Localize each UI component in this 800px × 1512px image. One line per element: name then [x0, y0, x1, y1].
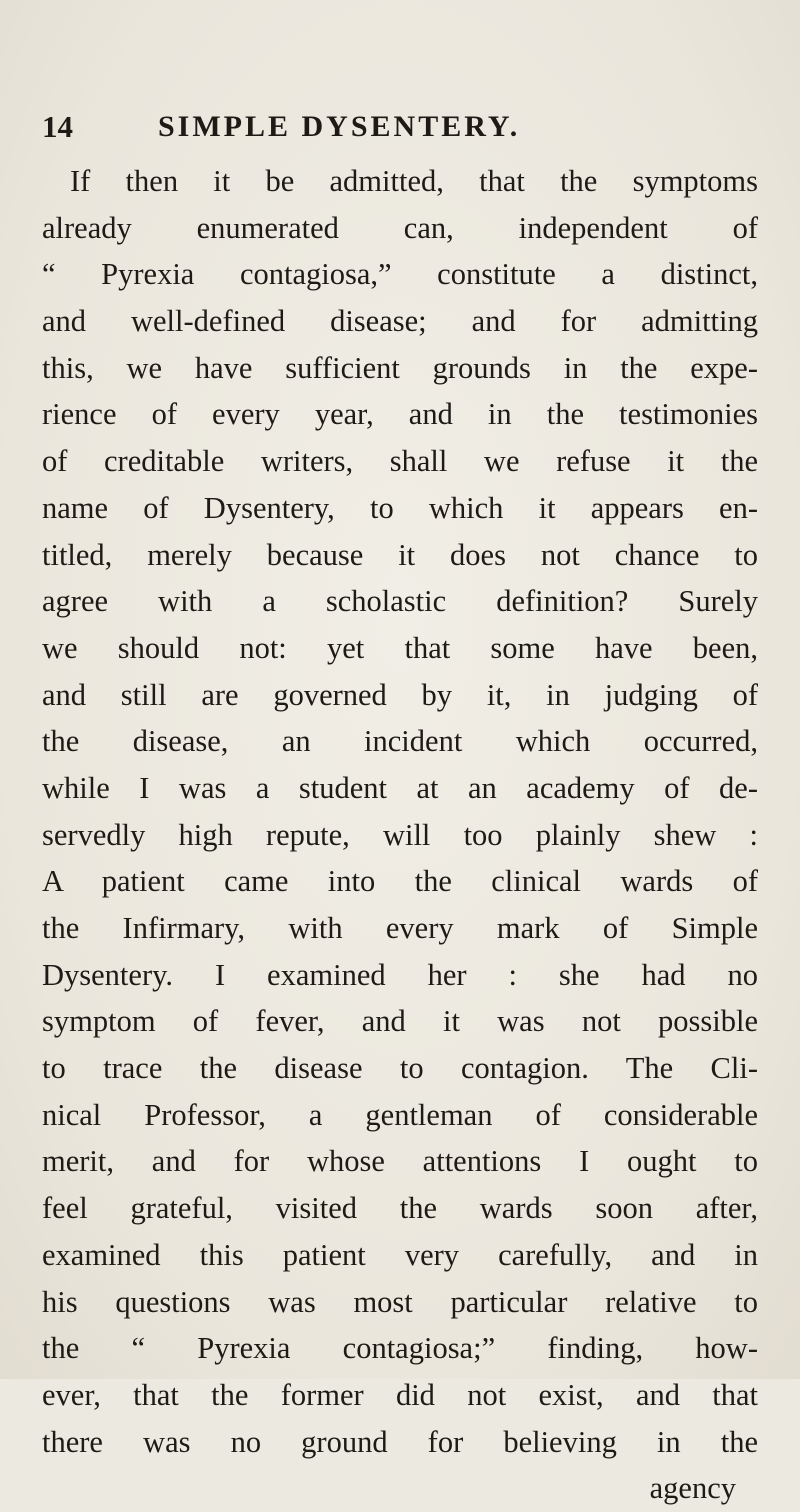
text-line: feel grateful, visited the wards soon after, — [42, 1191, 758, 1226]
text-line: merit, and for whose attentions I ought to — [42, 1144, 758, 1179]
text-line: ever, that the former did not exist, and that — [42, 1377, 758, 1412]
text-line: A patient came into the clinical wards of — [42, 864, 758, 899]
text-line: we should not: yet that some have been, — [42, 630, 758, 665]
text-line: If then it be admitted, that the symptoms — [70, 164, 758, 198]
text-line: examined this patient very carefully, and in — [42, 1237, 758, 1272]
text-line: already enumerated can, independent of — [42, 210, 758, 245]
running-head — [30, 104, 770, 150]
text-line: while I was a student at an academy of de- — [42, 770, 758, 805]
text-line: symptom of fever, and it was not possible — [42, 1004, 758, 1039]
text-line: this, we have sufficient grounds in the expe- — [42, 350, 758, 385]
text-line: name of Dysentery, to which it appears en- — [42, 490, 758, 525]
text-line: the Infirmary, with every mark of Simple — [42, 911, 758, 945]
text-line: servedly high repute, will too plainly shew : — [42, 817, 758, 852]
text-line: his questions was most particular relative to — [42, 1284, 758, 1319]
text-line: titled, merely because it does not chance to — [42, 537, 758, 572]
text-line: of creditable writers, shall we refuse it the — [42, 444, 758, 479]
body-text — [42, 158, 758, 1512]
text-line: rience of every year, and in the testimonies — [42, 397, 758, 432]
page-number: 14 — [42, 109, 73, 144]
text-line: the disease, an incident which occurred, — [42, 724, 758, 759]
text-line: nical Professor, a gentleman of considerable — [42, 1097, 758, 1132]
text-line: “ Pyrexia contagiosa,” constitute a distinct, — [42, 257, 758, 292]
text-line: there was no ground for believing in the — [42, 1424, 758, 1459]
catchword: agency — [649, 1471, 736, 1506]
text-line: agree with a scholastic definition? Surely — [42, 584, 758, 619]
text-line: and well-defined disease; and for admitting — [42, 304, 758, 339]
text-line: to trace the disease to contagion. The Cli- — [42, 1051, 758, 1086]
text-line: the “ Pyrexia contagiosa;” finding, how- — [42, 1331, 758, 1366]
running-title: SIMPLE DYSENTERY. — [158, 110, 521, 143]
text-line: Dysentery. I examined her : she had no — [42, 957, 758, 992]
text-line: and still are governed by it, in judging of — [42, 677, 758, 712]
